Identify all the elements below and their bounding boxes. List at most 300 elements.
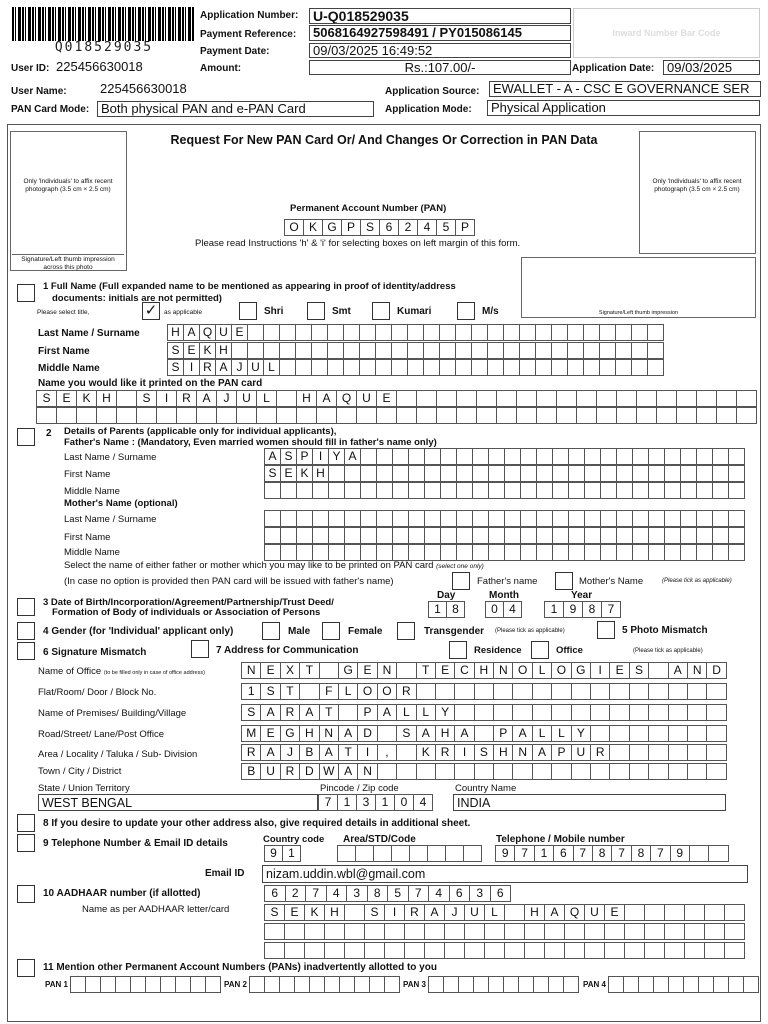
grid-cell	[263, 324, 280, 341]
grid-cell	[96, 407, 117, 424]
dob-month-grid	[486, 601, 522, 618]
grid-cell	[424, 923, 445, 940]
photo-box-left	[10, 131, 127, 271]
grid-cell	[584, 465, 601, 482]
grid-cell	[648, 662, 668, 679]
grid-cell	[312, 544, 329, 561]
grid-cell	[327, 324, 344, 341]
grid-cell	[584, 482, 601, 499]
grid-cell: K	[76, 390, 97, 407]
grid-cell	[706, 683, 726, 700]
grid-cell	[576, 407, 597, 424]
flat-grid	[242, 683, 727, 700]
grid-cell	[454, 683, 474, 700]
grid-cell: 7	[611, 845, 631, 862]
grid-cell: L	[338, 683, 358, 700]
grid-cell	[684, 942, 705, 959]
pan2-label: PAN 2	[224, 980, 247, 989]
grid-cell	[504, 544, 521, 561]
std-label: Area/STD/Code	[343, 834, 416, 845]
section-3-title-l2: Formation of Body of individuals or Association of Persons	[52, 607, 321, 618]
grid-cell	[376, 527, 393, 544]
grid-cell	[551, 683, 571, 700]
grid-cell	[360, 448, 377, 465]
grid-cell	[408, 448, 425, 465]
grid-cell	[376, 510, 393, 527]
grid-cell	[520, 465, 537, 482]
grid-cell: S	[136, 390, 157, 407]
grid-cell	[648, 448, 665, 465]
grid-cell: F	[319, 683, 339, 700]
grid-cell	[624, 904, 645, 921]
grid-cell: E	[604, 904, 625, 921]
address-comm-label: 7 Address for Communication	[216, 645, 359, 656]
grid-cell	[664, 923, 685, 940]
grid-cell	[504, 942, 525, 959]
phone-label: Telephone / Mobile number	[496, 834, 625, 845]
transgender-checkbox[interactable]	[397, 622, 415, 640]
grid-cell: H	[296, 390, 317, 407]
grid-cell: H	[167, 324, 184, 341]
grid-cell: S	[167, 359, 184, 376]
s1-print-grid-2	[37, 407, 757, 424]
section-2-num: 2	[46, 428, 52, 439]
grid-cell	[376, 465, 393, 482]
grid-cell	[712, 448, 729, 465]
grid-cell: A	[338, 763, 358, 780]
grid-cell	[680, 527, 697, 544]
grid-cell	[392, 544, 409, 561]
grid-cell	[696, 390, 717, 407]
grid-cell	[519, 359, 536, 376]
grid-cell: 9	[264, 845, 283, 862]
grid-cell	[567, 359, 584, 376]
email-label: Email ID	[205, 868, 245, 879]
grid-cell: A	[299, 704, 319, 721]
grid-cell	[556, 407, 577, 424]
grid-cell	[247, 324, 264, 341]
grid-cell: 7	[305, 885, 327, 902]
grid-cell	[416, 763, 436, 780]
grid-cell	[648, 704, 668, 721]
grid-cell	[276, 407, 297, 424]
grid-cell	[583, 324, 600, 341]
grid-cell	[632, 527, 649, 544]
grid-cell: E	[280, 465, 297, 482]
aadhaar-name-label: Name as per AADHAAR letter/card	[82, 904, 230, 915]
grid-cell: M	[241, 725, 261, 742]
amount-field: Rs.:107.00/-	[309, 60, 571, 75]
grid-cell	[687, 725, 707, 742]
grid-cell: L	[532, 662, 552, 679]
grid-cell: U	[356, 390, 377, 407]
grid-cell	[360, 482, 377, 499]
grid-cell	[616, 390, 637, 407]
grid-cell	[130, 976, 146, 993]
grid-cell	[424, 544, 441, 561]
pincode-grid	[319, 794, 433, 811]
grid-cell	[408, 527, 425, 544]
grid-cell: N	[687, 662, 707, 679]
grid-cell	[36, 407, 57, 424]
pan-mode-label: PAN Card Mode:	[11, 104, 90, 115]
grid-cell	[520, 448, 537, 465]
grid-cell	[584, 510, 601, 527]
grid-cell	[536, 390, 557, 407]
grid-cell	[408, 465, 425, 482]
grid-cell	[408, 482, 425, 499]
grid-cell: H	[474, 662, 494, 679]
grid-cell: S	[629, 662, 649, 679]
grid-cell	[616, 407, 637, 424]
grid-cell	[571, 763, 591, 780]
grid-cell	[632, 482, 649, 499]
grid-cell	[512, 763, 532, 780]
grid-cell: U	[236, 390, 257, 407]
smt-checkbox[interactable]	[307, 302, 325, 320]
grid-cell	[295, 342, 312, 359]
grid-cell: 4	[428, 885, 450, 902]
grid-cell: R	[199, 359, 216, 376]
grid-cell	[536, 448, 553, 465]
grid-cell	[456, 544, 473, 561]
section-2-checkbox[interactable]	[17, 428, 35, 446]
grid-cell	[176, 407, 197, 424]
grid-cell	[644, 904, 665, 921]
grid-cell	[296, 527, 313, 544]
kumari-checkbox[interactable]	[372, 302, 390, 320]
grid-cell	[160, 976, 176, 993]
grid-cell	[696, 527, 713, 544]
fathers-name-checkbox[interactable]	[452, 572, 470, 590]
grid-cell	[535, 342, 552, 359]
grid-cell	[391, 845, 410, 862]
no-option-text: (In case no option is provided then PAN card will be issued with father's name)	[64, 576, 394, 587]
dob-year-grid	[545, 601, 621, 618]
grid-cell	[629, 683, 649, 700]
grid-cell	[455, 359, 472, 376]
grid-cell	[391, 324, 408, 341]
grid-cell	[664, 544, 681, 561]
grid-cell: J	[231, 359, 248, 376]
grid-cell	[648, 465, 665, 482]
grid-cell	[136, 407, 157, 424]
section-10-checkbox[interactable]	[17, 885, 35, 903]
address-comm-checkbox[interactable]	[191, 640, 209, 658]
grid-cell	[328, 510, 345, 527]
dob-day-grid	[429, 601, 465, 618]
grid-cell	[696, 544, 713, 561]
grid-cell: K	[199, 342, 216, 359]
user-id-label: User ID:	[11, 63, 50, 74]
grid-cell: P	[296, 448, 313, 465]
grid-cell: J	[216, 390, 237, 407]
grid-cell	[518, 976, 534, 993]
grid-cell	[624, 923, 645, 940]
aadhaar-name-grid-1	[265, 904, 745, 921]
payment-ref-field: 5068164927598491 / PY015086145	[309, 25, 571, 41]
grid-cell	[600, 465, 617, 482]
grid-cell	[535, 324, 552, 341]
grid-cell	[568, 448, 585, 465]
section-11-checkbox[interactable]	[17, 959, 35, 977]
grid-cell	[471, 342, 488, 359]
grid-cell	[520, 544, 537, 561]
grid-cell	[644, 923, 665, 940]
grid-cell	[416, 407, 437, 424]
grid-cell	[427, 845, 446, 862]
grid-cell: A	[215, 359, 232, 376]
mother-middle-grid	[265, 544, 745, 561]
grid-cell: Y	[328, 448, 345, 465]
grid-cell	[295, 359, 312, 376]
grid-cell: O	[551, 662, 571, 679]
grid-cell	[568, 527, 585, 544]
male-checkbox[interactable]	[262, 622, 280, 640]
grid-cell: A	[196, 390, 217, 407]
section-4-checkbox[interactable]	[17, 622, 35, 640]
grid-cell: U	[571, 744, 591, 761]
grid-cell	[360, 544, 377, 561]
grid-cell	[487, 359, 504, 376]
office-checkbox[interactable]	[531, 641, 549, 659]
as-applicable-text: as applicable	[164, 309, 202, 316]
grid-cell	[629, 744, 649, 761]
female-checkbox[interactable]	[322, 622, 340, 640]
grid-cell	[445, 845, 464, 862]
grid-cell: 1	[337, 794, 357, 811]
grid-cell	[70, 976, 86, 993]
grid-cell	[680, 448, 697, 465]
grid-cell	[488, 527, 505, 544]
grid-cell	[487, 324, 504, 341]
grid-cell	[728, 527, 745, 544]
grid-cell: A	[416, 725, 436, 742]
grid-cell	[359, 324, 376, 341]
grid-cell: S	[36, 390, 57, 407]
grid-cell: 9	[563, 601, 583, 618]
grid-cell: U	[464, 904, 485, 921]
signature-mismatch-checkbox[interactable]	[17, 642, 35, 660]
grid-cell	[609, 763, 629, 780]
grid-cell	[535, 359, 552, 376]
grid-cell	[424, 942, 445, 959]
grid-cell	[590, 704, 610, 721]
grid-cell	[359, 342, 376, 359]
grid-cell: S	[474, 744, 494, 761]
grid-cell	[343, 342, 360, 359]
grid-cell	[284, 923, 305, 940]
grid-cell	[584, 544, 601, 561]
pan1-grid	[71, 976, 221, 993]
s1-first-grid	[168, 342, 664, 359]
grid-cell	[504, 510, 521, 527]
mother-middle-label: Middle Name	[64, 547, 120, 558]
title-checkbox-selected[interactable]: ✓	[142, 302, 160, 320]
grid-cell	[312, 510, 329, 527]
town-label: Town / City / District	[38, 766, 122, 777]
grid-cell	[344, 510, 361, 527]
grid-cell: H	[493, 744, 513, 761]
mothers-name-checkbox[interactable]	[555, 572, 573, 590]
grid-cell	[647, 342, 664, 359]
grid-cell: 8	[446, 601, 465, 618]
office-name-grid	[242, 662, 727, 679]
grid-cell: 2	[285, 885, 307, 902]
grid-cell	[249, 976, 265, 993]
grid-cell	[683, 976, 699, 993]
grid-cell: H	[524, 904, 545, 921]
grid-cell	[440, 527, 457, 544]
grid-cell	[600, 482, 617, 499]
grid-cell	[583, 342, 600, 359]
grid-cell	[391, 342, 408, 359]
grid-cell	[364, 923, 385, 940]
grid-cell	[680, 510, 697, 527]
grid-cell	[584, 448, 601, 465]
grid-cell	[631, 359, 648, 376]
grid-cell	[524, 923, 545, 940]
s1-last-grid	[168, 324, 664, 341]
grid-cell: K	[303, 219, 323, 236]
section-9-checkbox[interactable]	[17, 834, 35, 852]
payment-date-label: Payment Date:	[200, 46, 270, 57]
grid-cell	[439, 324, 456, 341]
grid-cell	[375, 324, 392, 341]
grid-cell	[616, 544, 633, 561]
grid-cell	[316, 407, 337, 424]
grid-cell	[687, 704, 707, 721]
grid-cell	[512, 683, 532, 700]
grid-cell: N	[357, 763, 377, 780]
grid-cell	[600, 510, 617, 527]
grid-cell	[712, 544, 729, 561]
grid-cell	[668, 704, 688, 721]
grid-cell: S	[260, 683, 280, 700]
grid-cell: O	[284, 219, 304, 236]
grid-cell	[551, 324, 568, 341]
grid-cell: 8	[592, 845, 612, 862]
grid-cell: P	[551, 744, 571, 761]
grid-cell	[656, 407, 677, 424]
s1-print-grid-1	[37, 390, 757, 407]
father-middle-label: Middle Name	[64, 486, 120, 497]
grid-cell	[736, 390, 757, 407]
grid-cell	[520, 510, 537, 527]
grid-cell	[328, 482, 345, 499]
grid-cell	[567, 342, 584, 359]
grid-cell: R	[435, 744, 455, 761]
father-last-label: Last Name / Surname	[64, 452, 157, 463]
payment-ref-label: Payment Reference:	[200, 29, 297, 40]
grid-cell	[632, 465, 649, 482]
grid-cell	[687, 744, 707, 761]
grid-cell	[296, 482, 313, 499]
grid-cell	[696, 407, 717, 424]
grid-cell: 1	[241, 683, 261, 700]
road-grid	[242, 725, 727, 742]
grid-cell	[280, 544, 297, 561]
grid-cell	[311, 359, 328, 376]
ms-checkbox[interactable]	[457, 302, 475, 320]
grid-cell	[544, 923, 565, 940]
grid-cell	[616, 482, 633, 499]
app-mode-field: Physical Application	[487, 100, 760, 116]
section-8-checkbox[interactable]	[17, 814, 35, 832]
app-number-field: U-Q018529035	[309, 8, 571, 24]
grid-cell	[631, 324, 648, 341]
grid-cell	[648, 744, 668, 761]
grid-cell: E	[260, 725, 280, 742]
grid-cell	[664, 510, 681, 527]
grid-cell: T	[299, 662, 319, 679]
grid-cell	[76, 407, 97, 424]
area-label: Area / Locality / Taluka / Sub- Division	[38, 749, 198, 760]
residence-checkbox[interactable]	[449, 641, 467, 659]
grid-cell	[519, 324, 536, 341]
grid-cell	[440, 544, 457, 561]
shri-checkbox[interactable]	[239, 302, 257, 320]
grid-cell: 6	[264, 885, 286, 902]
grid-cell	[396, 662, 416, 679]
grid-cell: U	[215, 324, 232, 341]
grid-cell	[440, 465, 457, 482]
grid-cell: A	[532, 744, 552, 761]
grid-cell	[312, 527, 329, 544]
grid-cell: A	[260, 744, 280, 761]
section-1-checkbox[interactable]	[17, 284, 35, 302]
grid-cell	[280, 482, 297, 499]
grid-cell	[680, 465, 697, 482]
grid-cell: S	[360, 219, 380, 236]
grid-cell: A	[512, 725, 532, 742]
mother-first-label: First Name	[64, 532, 111, 543]
grid-cell	[536, 527, 553, 544]
pan-mode-field: Both physical PAN and e-PAN Card	[97, 101, 374, 117]
grid-cell	[583, 359, 600, 376]
grid-cell	[616, 465, 633, 482]
grid-cell	[532, 704, 552, 721]
grid-cell	[216, 407, 237, 424]
grid-cell	[376, 482, 393, 499]
country-code-label: Country code	[263, 834, 325, 845]
grid-cell	[384, 942, 405, 959]
grid-cell: A	[319, 744, 339, 761]
smt-label: Smt	[332, 306, 351, 317]
grid-cell	[584, 527, 601, 544]
grid-cell	[360, 510, 377, 527]
grid-cell: A	[344, 448, 361, 465]
grid-cell	[706, 725, 726, 742]
residence-label: Residence	[474, 645, 522, 656]
payment-date-field: 09/03/2025 16:49:52	[309, 43, 571, 58]
photo-mismatch-checkbox[interactable]	[597, 621, 615, 639]
grid-cell: E	[260, 662, 280, 679]
grid-cell	[444, 942, 465, 959]
female-label: Female	[348, 626, 383, 637]
grid-cell: G	[280, 725, 300, 742]
grid-cell: Q	[564, 904, 585, 921]
grid-cell: H	[312, 465, 329, 482]
section-1-title-l2: documents: initials are not permitted)	[52, 293, 222, 304]
grid-cell	[647, 359, 664, 376]
grid-cell	[599, 359, 616, 376]
grid-cell	[444, 923, 465, 940]
section-3-checkbox[interactable]	[17, 598, 35, 616]
grid-cell	[632, 510, 649, 527]
country-code-grid	[265, 845, 301, 862]
grid-cell	[472, 544, 489, 561]
